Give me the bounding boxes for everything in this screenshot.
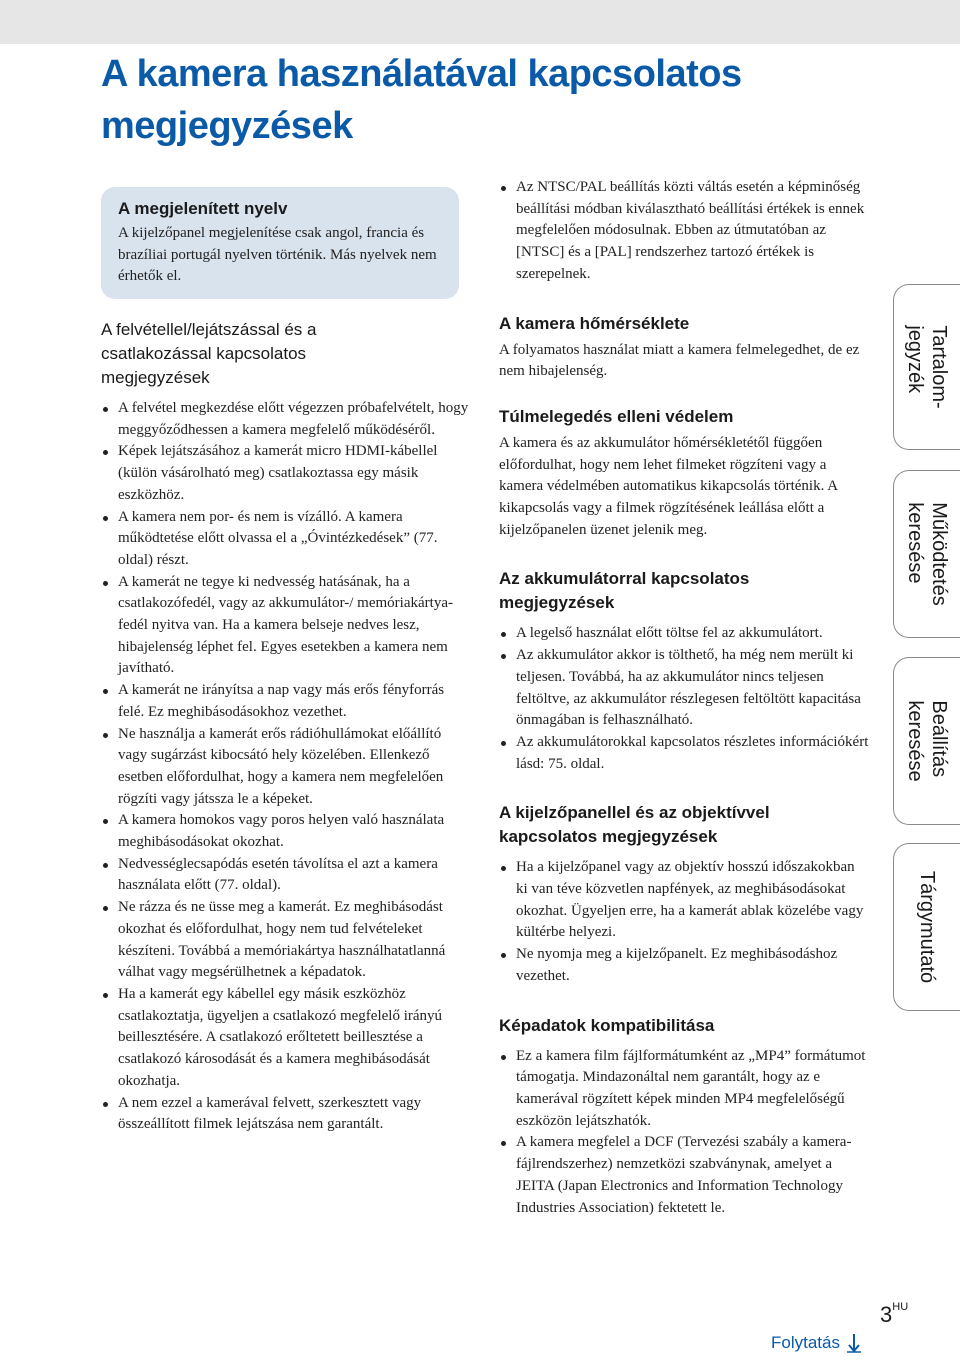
temperature-text: A folyamatos használat miatt a kamera felmelegedhet, de ez nem hibajelenség. — [499, 341, 860, 380]
lcd-lens-notes-list — [499, 857, 869, 987]
tab-label: Tartalom- jegyzék — [904, 325, 950, 409]
list-item: Ha a kamerát egy kábellel egy másik eszközhöz csatlakoztatja, ügyeljen a csatlakozó megfelelő irányú beillesztésére. A csatlakozó erőltetett beillesztése a csatlakozó károsodását és a kamera meghibásodását okozhatja. — [101, 984, 471, 1093]
lcd-lens-heading: A kijelzőpanellel és az objektívvel kapcsolatos megjegyzések — [499, 803, 770, 847]
language-note-heading: A megjelenített nyelv — [118, 199, 288, 218]
list-item: Az akkumulátorokkal kapcsolatos részletes információkért lásd: 75. oldal. — [499, 732, 869, 775]
arrow-down-icon — [846, 1333, 862, 1353]
list-item: Az NTSC/PAL beállítás közti váltás esetén a képminőség beállítási módban kiválasztható beállítási értékek is ennek megfelelően módosulnak. Ebben az útmutatóban az [NTSC] és a [PAL] rendszerhez tartozó értékek is szerepelnek. — [499, 177, 869, 286]
right-column — [499, 177, 869, 1219]
list-item: Ha a kijelzőpanel vagy az objektív hosszú időszakokban ki van téve közvetlen napfények, az meghibásodásokat okozhat. Ügyeljen erre, ha a kamerát ablak közelébe vagy kültérbe helyezi. — [499, 857, 869, 944]
list-item: A kamera nem por- és nem is vízálló. A kamera működtetése előtt olvassa el a „Óvintézkedések” (77. oldal) részt. — [101, 507, 471, 572]
page-language: HU — [892, 1301, 909, 1313]
list-item: Ez a kamera film fájlformátumként az „MP4” formátumot támogatja. Mindazonáltal nem garantált, hogy az e kamerával rögzített képek minden MP4 megfelelőségű eszközön lejátszhatók. — [499, 1046, 869, 1133]
list-item: Ne használja a kamerát erős rádióhullámokat előállító vagy sugárzást kibocsátó hely közelében. Ellenkező esetben előfordulhat, hogy a kamera nem megfelelően rögzíti vagy játssza le a képeket. — [101, 724, 471, 811]
list-item: Képek lejátszásához a kamerát micro HDMI-kábellel (külön vásárolható meg) csatlakoztassa egy másik eszközhöz. — [101, 441, 471, 506]
page-title: A kamera használatával kapcsolatos megjegyzések — [101, 53, 742, 147]
list-item: A nem ezzel a kamerával felvett, szerkesztett vagy összeállított filmek lejátszása nem garantált. — [101, 1093, 471, 1136]
compatibility-notes-list — [499, 1046, 869, 1220]
top-header-bar — [0, 0, 960, 44]
tab-index[interactable] — [893, 843, 960, 1011]
recording-notes-list — [101, 398, 471, 1136]
tab-operation-search[interactable] — [893, 470, 960, 638]
continue-label: Folytatás — [771, 1333, 840, 1352]
list-item: Az akkumulátor akkor is tölthető, ha még nem merült ki teljesen. Továbbá, ha az akkumulátor nincs teljesen feltöltve, az akkumulátor részlegesen feltöltött kapacitása önmagában is felhasználható. — [499, 645, 869, 732]
list-item: A felvétel megkezdése előtt végezzen próbafelvételt, hogy meggyőződhessen a kamera megfelelő működéséről. — [101, 398, 471, 441]
tab-table-of-contents[interactable] — [893, 284, 960, 450]
battery-heading: Az akkumulátorral kapcsolatos megjegyzések — [499, 569, 750, 613]
list-item: Ne nyomja meg a kijelzőpanelt. Ez meghibásodáshoz vezethet. — [499, 944, 869, 987]
temperature-heading: A kamera hőmérséklete — [499, 313, 690, 333]
continue-link[interactable] — [771, 1333, 862, 1353]
list-item: A kamerát ne tegye ki nedvesség hatásának, ha a csatlakozófedél, vagy az akkumulátor-/ memóriakártya-fedél nyitva van. Ha a kamera belseje nedves lesz, hibajelenség léphet fel. Egyes esetekben a kamera nem javítható. — [101, 572, 471, 681]
language-note-box — [101, 187, 459, 299]
battery-notes-list — [499, 623, 869, 775]
compatibility-heading: Képadatok kompatibilitása — [499, 1015, 715, 1035]
language-note-body: A kijelzőpanel megjelenítése csak angol, francia és brazíliai portugál nyelven történik. Más nyelvek nem érhetők el. — [118, 225, 437, 284]
recording-section-heading: A felvétellel/lejátszással és a csatlakozással kapcsolatos megjegyzések — [101, 320, 317, 387]
overheat-text: A kamera és az akkumulátor hőmérsékletétől függően előfordulhat, hogy nem lehet filmeket rögzíteni vagy a kamera védelmében automatikus kikapcsolás történik. A kikapcsolás vagy a filmek rögzítésének leállása előtt a kijelzőpanelen üzenet jelenik meg. — [499, 434, 838, 538]
list-item: A kamera megfelel a DCF (Tervezési szabály a kamera-fájlrendszerhez) nemzetközi szabványnak, amelyet a JEITA (Japan Electronics and Information Technology Industries Association) fektetett le. — [499, 1132, 869, 1219]
list-item: Ne rázza és ne üsse meg a kamerát. Ez meghibásodást okozhat és előfordulhat, hogy nem tud felvételeket készíteni. Továbbá a memóriakártya használhatatlanná válhat vagy megsérülhetnek a képadatok. — [101, 897, 471, 984]
list-item: A kamerát ne irányítsa a nap vagy más erős fényforrás felé. Ez meghibásodásokhoz vezethet. — [101, 680, 471, 723]
tab-label: Működtetés keresése — [904, 502, 950, 606]
list-item: A kamera homokos vagy poros helyen való használata meghibásodásokat okozhat. — [101, 810, 471, 853]
tab-label: Beállítás keresése — [904, 700, 950, 782]
tab-label: Tárgymutató — [916, 870, 938, 984]
list-item: Nedvességlecsapódás esetén távolítsa el azt a kamera használata előtt (77. oldal). — [101, 854, 471, 897]
list-item: A legelső használat előtt töltse fel az akkumulátort. — [499, 623, 869, 645]
overheat-heading: Túlmelegedés elleni védelem — [499, 406, 734, 426]
tab-settings-search[interactable] — [893, 657, 960, 825]
page-number: $3^{HU}$ — [880, 1301, 909, 1327]
ntsc-pal-list — [499, 177, 869, 286]
left-column — [101, 318, 471, 1136]
